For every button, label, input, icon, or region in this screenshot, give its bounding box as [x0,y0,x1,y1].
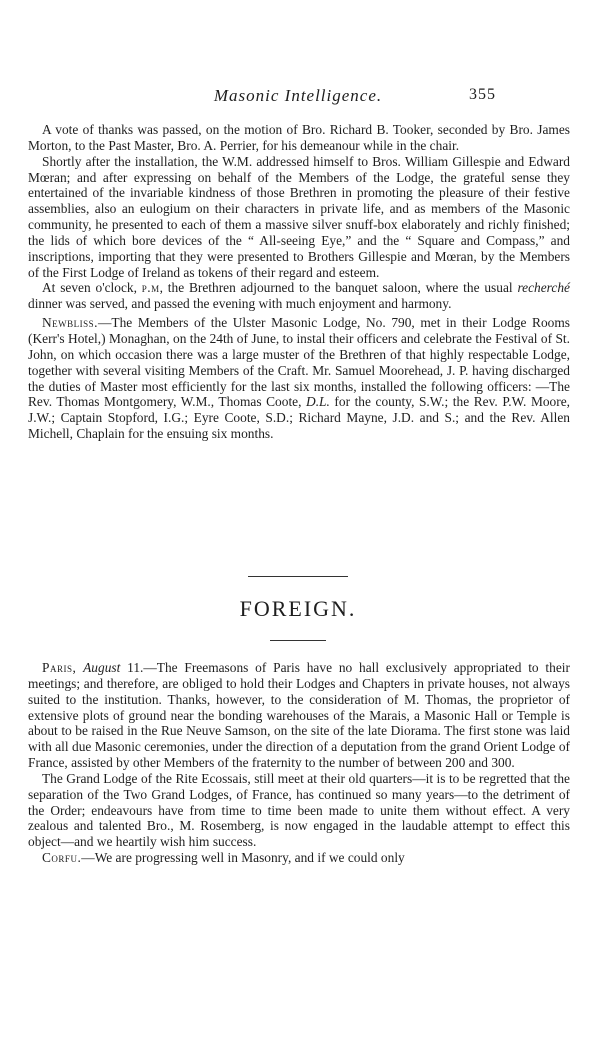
paragraph-paris [28,660,570,771]
upper-text-column [28,122,570,442]
corfu-place: Corfu. [42,850,82,866]
newbliss-text-a: —The Members of the Ulster Masonic Lodge, No. 790, met in their Lodge Rooms (Kerr's Hotel,) Monaghan, on the 24th of June, to instal their officers and celebrate the Festival of St. John, on which occasion there was a large muster of the Brethren of that highly respectable Lodge, together with several visiting Members of the Craft. Mr. Samuel Moorehead, J. P. having discharged the duties of Master most efficiently for the last six months, installed the following officers: —The Rev. Thomas Montgomery, W.M., Thomas Coote, [28,315,570,410]
pm-abbrev: p.m [141,280,160,296]
lower-text-column [28,660,570,866]
paragraph-corfu [28,850,570,866]
newbliss-place: Newbliss. [42,315,99,331]
newbliss-text-b: for the county, S.W.; the Rev. P.W. Moore, J.W.; Captain Stopford, I.G.; Eyre Coote, S.D.; Richard Mayne, J.D. and S.; and the Rev. Allen Michell, Chaplain for the ensuing six months. [28,394,570,442]
dl-abbrev: D.L. [306,394,330,410]
paragraph-presentation: Shortly after the installation, the W.M. addressed himself to Bros. William Gillespie and Edward Mœran; and after expressing on behalf of the Members of the Lodge, the grateful sense they entertained of the invariable kindness of those Brethren in promoting the pleasure of their festive assemblies, also an eulogium on their characters in private life, and as members of the Masonic community, he presented to each of them a massive silver snuff-box elaborately and richly finished; the lids of which bore devices of the “ All-seeing Eye,” and the “ Square and Compass,” and inscriptions, importing that they were presented to Brothers Gillespie and Mœran, by the Members of the First Lodge of Ireland as tokens of their regard and esteem. [28,153,570,280]
paragraph-rite-ecossais: The Grand Lodge of the Rite Ecossais, still meet at their old quarters—it is to be regretted that the separation of the Two Grand Lodges, of France, has continued so many years—to the detriment of the Order; endeavours have from time to time been made to unite them without effect. A very zealous and talented Bro., M. Rosemberg, is now engaged in the laudable attempt to effect this object—and we heartily wish him success. [28,770,570,850]
running-title: Masonic Intelligence. [213,86,383,105]
paragraph-vote-of-thanks: A vote of thanks was passed, on the motion of Bro. Richard B. Tooker, seconded by Bro. James Morton, to the Past Master, Bro. A. Perrier, for his demeanour while in the chair. [28,122,570,153]
running-head [0,86,596,110]
paris-place: Paris, [42,660,77,675]
paragraph-banquet [28,280,570,312]
banquet-text-b: , the Brethren adjourned to the banquet saloon, where the usual [159,280,513,296]
section-divider-bottom [270,640,326,641]
banquet-text-c: dinner was served, and passed the evening with much enjoyment and harmony. [28,296,452,312]
section-heading-foreign: FOREIGN. [239,596,357,621]
paris-date: August [83,660,121,675]
section-divider-top [248,576,348,577]
recherche-word: recherché [517,280,570,296]
paris-text: 11.—The Freemasons of Paris have no hall exclusively appropriated to their meetings; and therefore, are obliged to hold their Lodges and Chapters in private houses, not always suited to the institution. Thanks, however, to the consideration of M. Thomas, the proprietor of extensive plots of ground near the bonding warehouses of the Marais, a Masonic Hall or Temple is about to be raised in the Rue Neuve Samson, on the site of the late Diorama. The first stone was laid with all due Masonic ceremonies, under the direction of a deputation from the grand Orient Lodge of France, assisted by other Members of the fraternity to the number of between 200 and 300. [28,660,570,771]
paragraph-newbliss [28,315,570,442]
page-number: 355 [469,86,496,103]
banquet-text-a: At seven o'clock, [42,280,137,296]
corfu-text: —We are progressing well in Masonry, and if we could only [81,850,405,866]
